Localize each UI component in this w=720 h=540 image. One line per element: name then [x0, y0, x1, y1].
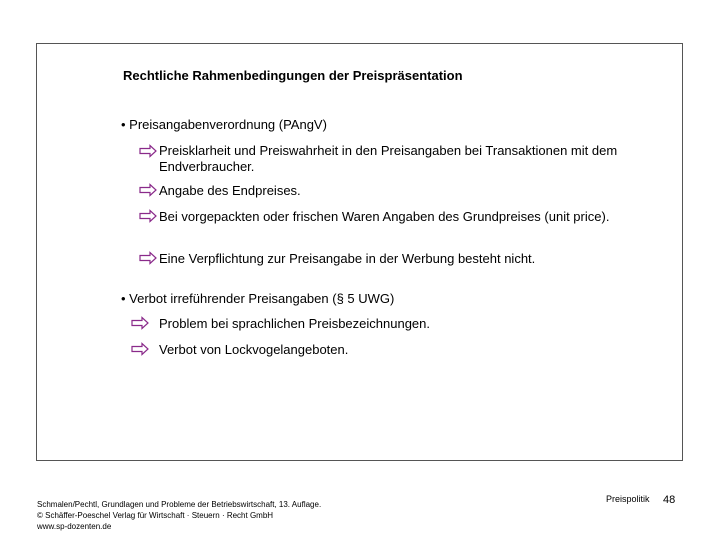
footer-citation	[37, 499, 321, 532]
right-arrow-icon	[139, 144, 157, 158]
footer-line-publisher: © Schäffer-Poeschel Verlag für Wirtschaft · Steuern · Recht GmbH	[37, 511, 274, 520]
sub-item-grundpreis: Bei vorgepackten oder frischen Waren Angaben des Grundpreises (unit price).	[159, 209, 610, 224]
bullet-paangv: • Preisangabenverordnung (PAngV)	[121, 117, 327, 132]
slide-title: Rechtliche Rahmenbedingungen der Preispräsentation	[123, 68, 463, 83]
sub-item-preisbezeichnungen: Problem bei sprachlichen Preisbezeichnungen.	[159, 316, 430, 331]
right-arrow-icon	[139, 209, 157, 223]
right-arrow-icon	[131, 342, 149, 356]
footer-section-label: Preispolitik	[606, 494, 650, 504]
bullet-uwg: • Verbot irreführender Preisangaben (§ 5 UWG)	[121, 291, 395, 306]
sub-item-preisklarheit: Preisklarheit und Preiswahrheit in den Preisangaben bei Transaktionen mit dem Endverbraucher.	[159, 143, 618, 174]
page-number: 48	[663, 494, 676, 506]
right-arrow-icon	[139, 251, 157, 265]
sub-item-lockvogel: Verbot von Lockvogelangeboten.	[159, 342, 349, 357]
right-arrow-icon	[131, 316, 149, 330]
sub-item-endpreis: Angabe des Endpreises.	[159, 183, 301, 198]
sub-item-werbung: Eine Verpflichtung zur Preisangabe in der Werbung besteht nicht.	[159, 251, 536, 266]
right-arrow-icon	[139, 183, 157, 197]
footer-line-url: www.sp-dozenten.de	[37, 522, 112, 531]
footer-line-book: Schmalen/Pechtl, Grundlagen und Probleme der Betriebswirtschaft, 13. Auflage.	[37, 500, 322, 509]
